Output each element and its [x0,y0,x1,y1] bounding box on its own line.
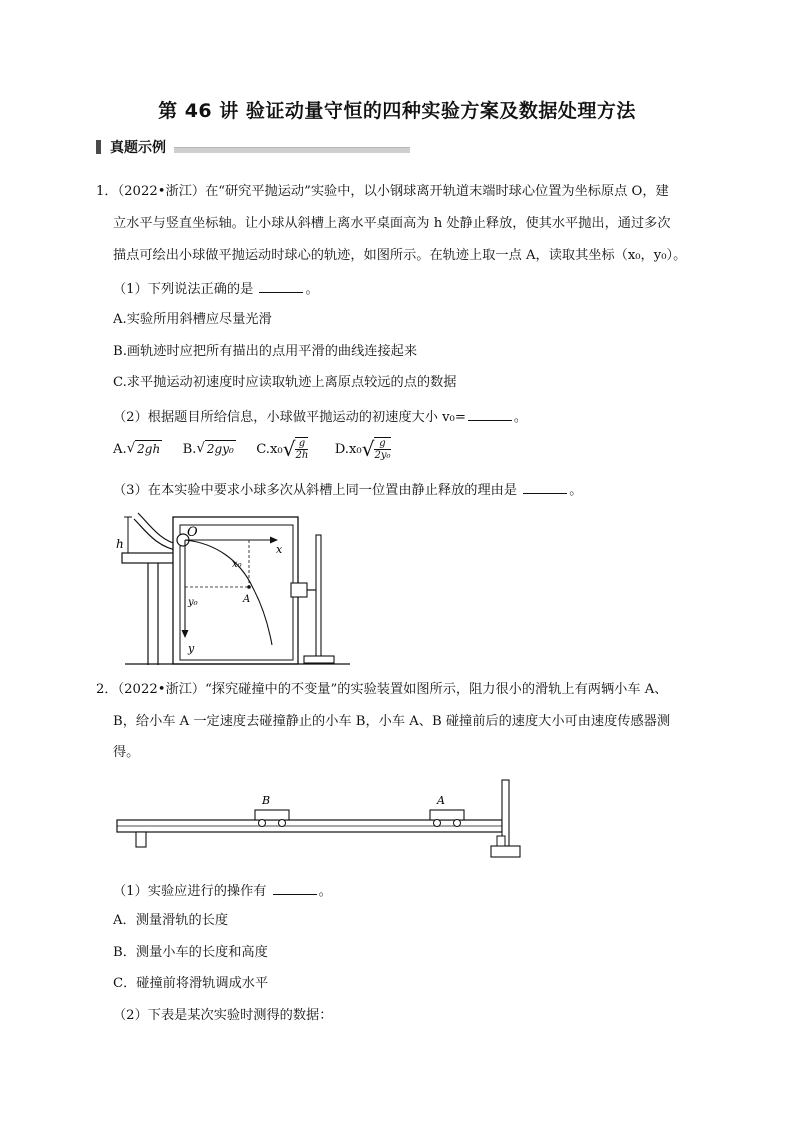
q2-line3: 得。 [113,745,140,760]
q2-sub1-end: 。 [318,884,332,899]
right-stand-base [491,846,520,857]
q1-sub1-end: 。 [305,282,319,297]
section-divider [174,147,410,153]
clamp [291,583,307,597]
q1-sub2-options [113,437,391,461]
q2-option-c: C．碰撞前将滑轨调成水平 [113,976,269,991]
projectile-apparatus-figure [110,505,360,670]
table-top [122,553,180,563]
q1-sub3-end: 。 [569,483,583,498]
stand-base [304,656,334,663]
q1-sub2-option-c: C.x₀√ $\frac{g}{2h}$ [256,437,309,461]
q2-option-a: A．测量滑轨的长度 [113,913,229,928]
q2-line1: 2．（2022•浙江）“探究碰撞中的不变量”的实验装置如图所示，阻力很小的滑轨上有两辆小车 A、 [96,682,668,697]
page-title: 第 46 讲 验证动量守恒的四种实验方案及数据处理方法 [158,100,636,122]
q2-line2: B，给小车 A 一定速度去碰撞静止的小车 B，小车 A、B 碰撞前后的速度大小可由速度传感器测 [113,714,671,729]
cart-a [430,810,464,820]
q1-sub3 [113,481,582,499]
cart-a-label: A [437,794,445,807]
label-origin: O [187,525,198,540]
q1-sub1 [113,280,319,298]
label-y: y [188,642,195,655]
collision-track-figure [112,778,532,863]
q1-sub2-option-a-radicand: 2gh [137,441,161,456]
section-marker [96,140,101,154]
q1-option-a: A.实验所用斜槽应尽量光滑 [113,312,272,327]
q1-line1: 1．（2022•浙江）在“研究平抛运动”实验中，以小钢球离开轨道末端时球心位置为坐标原点 O，建 [96,184,669,199]
label-h: h [116,537,124,551]
q1-line2: 立水平与竖直坐标轴。让小球从斜槽上离水平桌面高为 h 处静止释放，使其水平抛出，通过多次 [113,216,671,231]
q2-sub2: （2）下表是某次实验时测得的数据： [113,1008,333,1023]
label-x: x [276,543,283,556]
label-x0: x₀ [232,559,242,570]
q1-option-c: C.求平抛运动初速度时应读取轨迹上离原点较远的点的数据 [113,375,457,390]
q1-sub2-text: （2）根据题目所给信息，小球做平抛运动的初速度大小 v₀= [113,410,466,425]
label-a: A [243,594,251,605]
q2-sub1-text: （1）实验应进行的操作有 [113,884,267,899]
left-support [136,832,146,847]
cart-b-label: B [262,794,271,807]
label-y0: y₀ [188,597,198,608]
q1-sub2-end: 。 [513,410,528,425]
q1-sub3-text: （3）在本实验中要求小球多次从斜槽上同一位置由静止释放的理由是 [113,483,518,498]
q1-line3: 描点可绘出小球做平抛运动时球心的轨迹，如图所示。在轨迹上取一点 A，读取其坐标（x₀，y₀）。 [113,248,687,263]
q1-sub2 [113,408,527,426]
q1-sub2-option-b-radicand: 2gy₀ [206,441,234,456]
q1-sub1-text: （1）下列说法正确的是 [113,282,254,297]
q1-sub2-option-a: A.√ 2gh [113,441,161,457]
q1-option-b: B.画轨迹时应把所有描出的点用平滑的曲线连接起来 [113,344,418,359]
point-a [247,585,251,589]
q1-sub2-option-d: D.x₀√ $\frac{g}{\text{2y₀}}$ [334,437,391,461]
cart-b [255,810,289,820]
q2-sub1 [113,882,332,900]
q1-sub2-blank[interactable] [468,408,512,421]
q2-sub1-blank[interactable] [273,882,317,895]
q1-sub3-blank[interactable] [523,481,567,494]
q1-sub2-option-b: B.√ 2gy₀ [182,441,234,457]
q1-sub1-blank[interactable] [259,280,303,293]
q2-option-b: B．测量小车的长度和高度 [113,945,268,960]
section-heading: 真题示例 [110,140,166,156]
stand-pole [316,535,321,657]
